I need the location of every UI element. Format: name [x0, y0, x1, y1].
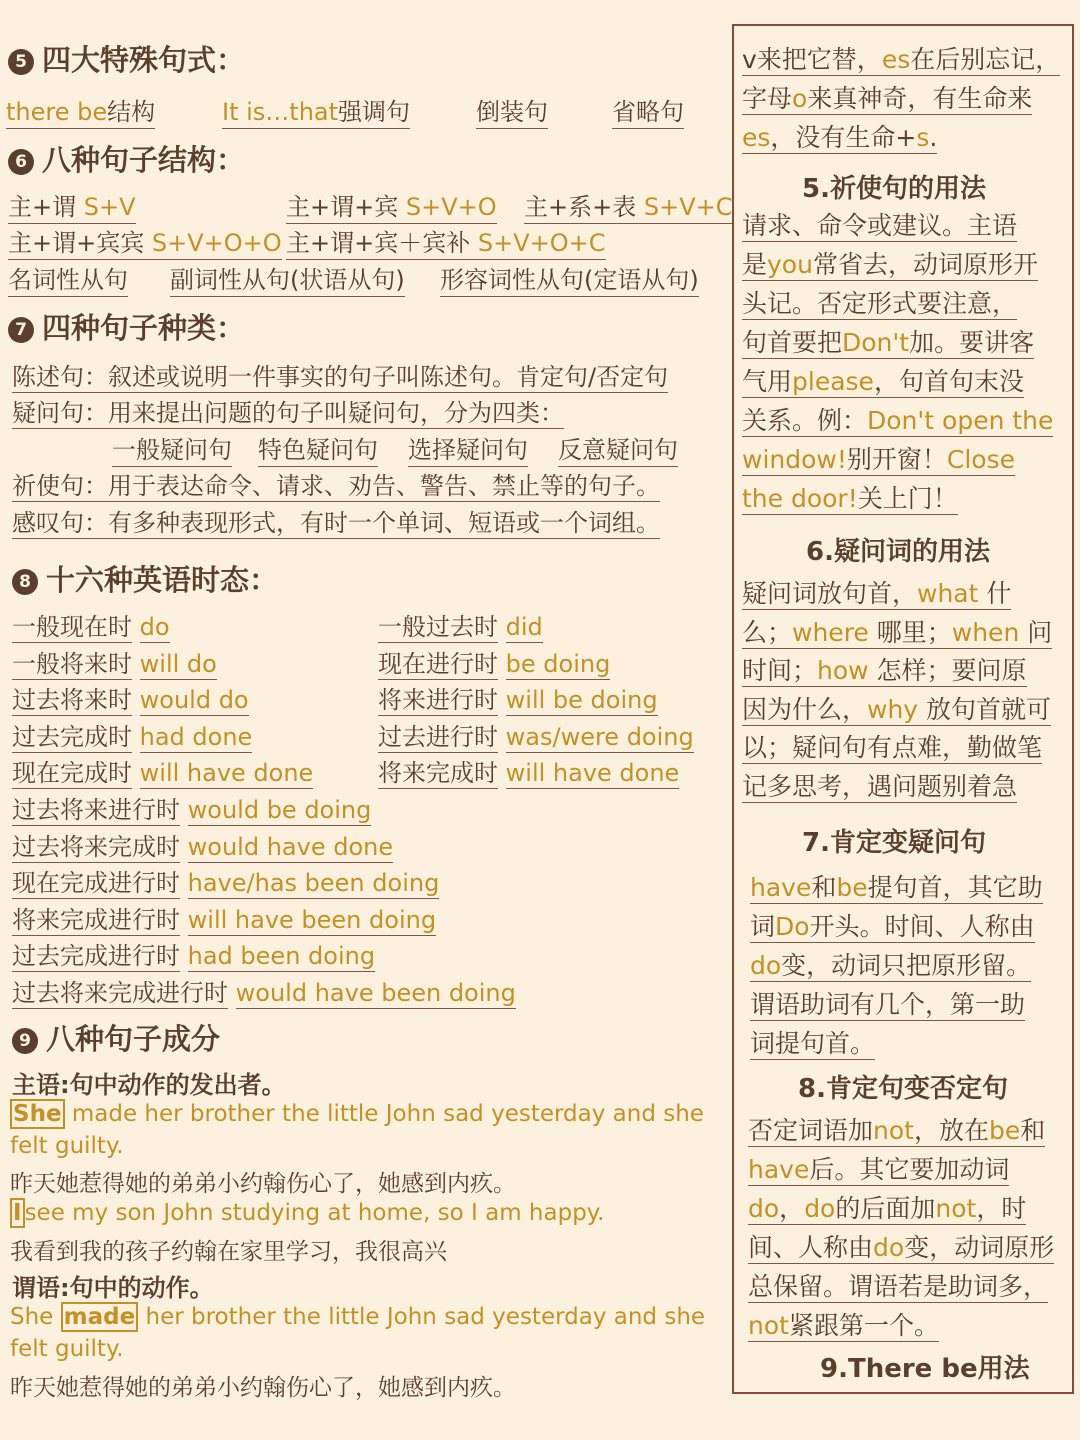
english-term: be	[836, 873, 868, 902]
example-sentence	[10, 1200, 604, 1226]
example-text: see my son John studying at home, so I am happy.	[24, 1200, 605, 1226]
type-text: 用于表达命令、请求、劝告、警告、禁止等的句子。	[108, 472, 660, 500]
section-number: 5	[8, 49, 34, 75]
structure-item	[286, 187, 497, 224]
rule-line	[748, 1189, 1026, 1225]
tense-item	[12, 607, 170, 642]
english-term: not	[748, 1311, 789, 1340]
tense-form: will have done	[139, 759, 314, 788]
spacer	[132, 650, 140, 678]
tense-item	[378, 644, 610, 679]
item-zh: 强调句	[338, 98, 411, 126]
spacer	[498, 650, 506, 678]
tense-item	[378, 717, 694, 752]
structure-item	[286, 223, 606, 260]
tense-form: was/were doing	[505, 722, 694, 751]
structure-item: 名词性从句	[8, 260, 128, 297]
spacer	[180, 796, 188, 824]
tense-item	[12, 900, 436, 935]
spacer	[228, 979, 236, 1007]
rule-text: 变，动词原形	[904, 1233, 1055, 1262]
example-translation: 昨天她惹得她的弟弟小约翰伤心了，她感到内疚。	[10, 1171, 516, 1197]
item-en: It is…that	[222, 98, 339, 126]
rule-heading-5: 5.祈使句的用法	[802, 174, 986, 204]
rule-text: ，时	[976, 1194, 1027, 1223]
rule-text: 气用	[742, 367, 793, 396]
spacer	[180, 833, 188, 861]
rule-text: 间、人称由	[748, 1233, 874, 1262]
type-label: 疑问句：	[12, 399, 108, 427]
rule-line	[742, 728, 1042, 764]
section-title: 四种句子种类：	[42, 311, 246, 345]
spacer	[180, 906, 188, 934]
tense-name: 一般将来时	[12, 649, 132, 678]
rule-text: 的后面加	[835, 1194, 936, 1223]
rule-line	[742, 79, 1032, 115]
spacer	[498, 613, 506, 641]
rule-text: 和	[1020, 1116, 1046, 1145]
english-term: do	[804, 1194, 836, 1223]
special-sentence-item: 省略句	[612, 92, 684, 129]
type-text: 有多种表现形式，有时一个单词、短语或一个词组。	[108, 509, 660, 537]
rule-text: 来真神奇，有生命来	[807, 84, 1033, 113]
type-label: 祈使句：	[12, 472, 108, 500]
english-term: why	[867, 694, 919, 724]
special-sentence-item	[6, 92, 155, 129]
english-term: have	[750, 873, 812, 902]
rule-line	[742, 40, 1060, 76]
example-text: She	[10, 1304, 61, 1330]
tense-form: will be doing	[505, 686, 658, 715]
section-9-heading	[12, 1017, 220, 1058]
rule-line	[742, 613, 1052, 649]
english-term: when	[951, 617, 1020, 647]
example-continuation: felt guilty.	[10, 1336, 124, 1362]
rule-text: 开头。时间、人称由	[809, 912, 1035, 941]
rule-line	[742, 206, 1017, 242]
rule-text: 词	[750, 912, 776, 941]
english-term: what	[917, 579, 979, 608]
tense-name: 过去将来完成进行时	[12, 979, 228, 1007]
section-7-heading	[8, 306, 245, 347]
rule-line	[742, 574, 1011, 610]
rule-text: 词提句首。	[750, 1029, 876, 1058]
english-term: do	[750, 951, 782, 980]
tense-item	[12, 863, 439, 898]
item-en: S+V+O+C	[477, 229, 606, 257]
question-type: 特色疑问句	[258, 430, 378, 467]
section-number: 6	[8, 149, 34, 175]
tense-name: 过去将来时	[12, 686, 132, 715]
rule-text: 么；	[742, 617, 793, 647]
rule-line	[742, 118, 937, 154]
example-text: made her brother the little John sad yesterday and she	[64, 1101, 704, 1127]
rule-line	[750, 907, 1035, 943]
tense-form: will have done	[505, 759, 680, 788]
rule-line	[742, 284, 1017, 320]
rule-text: 后。其它要加动词	[809, 1155, 1010, 1184]
english-term: Close	[946, 445, 1015, 474]
sentence-type-row	[12, 503, 660, 538]
section-8-heading	[12, 558, 278, 599]
rule-text: 谓语助词有几个，第一助	[750, 990, 1026, 1019]
rule-text: 以；疑问句有点难，勤做笔	[742, 733, 1043, 763]
tense-name: 一般现在时	[12, 613, 132, 641]
example-continuation: felt guilty.	[10, 1133, 124, 1159]
subject-definition: 主语:句中动作的发出者。	[12, 1071, 286, 1099]
predicate-definition: 谓语:句中的动作。	[12, 1274, 214, 1302]
rule-line	[748, 1306, 939, 1342]
type-label: 感叹句：	[12, 509, 108, 537]
tense-form: would have done	[187, 832, 394, 861]
rule-text: 记多思考，遇问题别着急	[742, 772, 1018, 801]
spacer	[498, 686, 506, 714]
section-title: 十六种英语时态：	[46, 563, 279, 597]
rule-heading-6: 6.疑问词的用法	[806, 537, 990, 567]
english-term: you	[767, 250, 813, 279]
tense-item	[378, 680, 658, 715]
tense-form: did	[505, 613, 543, 641]
item-en: S+V	[83, 193, 136, 221]
rule-text: 提句首，其它助	[867, 873, 1043, 902]
rule-text: v	[742, 45, 757, 74]
item-zh: 主+系+表	[524, 193, 644, 221]
section-number: 9	[12, 1028, 38, 1054]
rule-text: 关系。例：	[742, 406, 868, 435]
tense-item	[12, 827, 393, 862]
tense-form: will have been doing	[187, 905, 437, 934]
english-term: do	[748, 1194, 780, 1223]
item-en: there be	[6, 98, 108, 126]
spacer	[180, 869, 188, 897]
spacer	[498, 723, 506, 751]
question-type: 选择疑问句	[408, 430, 528, 467]
tense-name: 过去完成进行时	[12, 942, 180, 971]
rule-text: 总保留。谓语若是助词多，	[748, 1272, 1049, 1301]
rule-text: 在后别忘记，	[910, 45, 1061, 74]
rule-text: 和	[811, 873, 837, 902]
spacer	[180, 942, 188, 970]
english-term: how	[817, 656, 869, 686]
tense-name: 现在完成进行时	[12, 869, 180, 898]
sentence-type-row	[12, 393, 564, 428]
special-sentence-item	[222, 92, 410, 129]
english-term: the door!	[742, 484, 858, 513]
rule-heading-7: 7.肯定变疑问句	[802, 828, 986, 858]
tense-form: have/has been doing	[187, 869, 440, 898]
tense-item	[12, 973, 516, 1008]
english-term: window!	[742, 445, 847, 474]
section-title: 四大特殊句式：	[42, 43, 246, 77]
item-en: S+V+O+O	[151, 229, 282, 257]
tense-item	[12, 644, 217, 679]
question-type: 反意疑问句	[558, 430, 678, 467]
tense-form: would do	[139, 686, 249, 715]
spacer	[132, 613, 140, 641]
structure-item	[8, 187, 136, 224]
rule-text: ，放在	[913, 1116, 989, 1145]
spacer	[132, 759, 140, 787]
highlighted-word: I	[10, 1198, 25, 1228]
tense-name: 现在进行时	[378, 649, 498, 678]
rule-text: 句首要把	[742, 328, 843, 357]
tense-item	[12, 753, 313, 788]
example-text: her brother the little John sad yesterday and she	[138, 1304, 706, 1330]
section-number: 8	[12, 569, 38, 595]
structure-item	[524, 187, 733, 224]
rule-line	[742, 362, 1024, 398]
rule-text: 问	[1019, 617, 1053, 647]
english-term: Do	[775, 912, 810, 941]
tense-item	[12, 680, 249, 715]
english-term: Don't open the	[867, 406, 1054, 435]
rule-text: ，句首句末没	[873, 367, 1024, 396]
type-label: 陈述句：	[12, 363, 108, 391]
rule-text: 加。要讲客	[909, 328, 1035, 357]
rule-text: 来把它替，	[756, 45, 882, 74]
rule-text: 哪里；	[868, 617, 952, 647]
type-text: 用来提出问题的句子叫疑问句，分为四类：	[108, 399, 564, 427]
english-term: do	[873, 1233, 905, 1262]
section-title: 八种句子成分	[46, 1022, 221, 1056]
structure-item	[8, 223, 282, 260]
mnemonic-panel	[732, 24, 1074, 1394]
rule-line	[742, 323, 1034, 359]
tense-name: 一般过去时	[378, 613, 498, 641]
item-zh: 主+谓+宾宾	[8, 229, 152, 257]
tense-form: do	[139, 613, 170, 641]
rule-line	[748, 1111, 1045, 1147]
rule-text: 疑问词放句首，	[742, 579, 918, 608]
tense-name: 将来完成进行时	[12, 905, 180, 934]
question-type: 一般疑问句	[112, 430, 232, 467]
item-zh: 主+谓+宾＋宾补	[286, 229, 478, 257]
rule-line	[750, 1024, 875, 1060]
rule-line	[742, 767, 1017, 803]
sentence-type-row	[12, 357, 668, 392]
rule-text: 变，动词只把原形留。	[781, 951, 1032, 980]
rule-line	[748, 1267, 1048, 1303]
rule-text: 什	[978, 579, 1012, 608]
rule-text: 常省去，动词原形开	[812, 250, 1038, 279]
item-en: S+V+O	[405, 193, 497, 221]
tense-name: 将来进行时	[378, 686, 498, 715]
english-term: not	[873, 1116, 914, 1145]
section-number: 7	[8, 317, 34, 343]
rule-text: 头记。否定形式要注意，	[742, 289, 1018, 318]
example-sentence	[10, 1101, 704, 1127]
rule-heading-8: 8.肯定句变否定句	[798, 1074, 1008, 1104]
tense-form: will do	[139, 649, 217, 678]
item-en: S+V+C	[643, 193, 733, 221]
tense-form: had done	[139, 722, 253, 751]
tense-name: 过去将来进行时	[12, 796, 180, 824]
english-term: have	[748, 1155, 810, 1184]
rule-text: ，	[779, 1194, 805, 1223]
item-zh: 主+谓	[8, 193, 84, 221]
rule-text: 别开窗！	[846, 445, 947, 474]
tense-item	[378, 607, 543, 642]
rule-line	[748, 1150, 1009, 1186]
type-text: 叙述或说明一件事实的句子叫陈述句。肯定句/否定句	[108, 363, 669, 391]
example-translation: 昨天她惹得她的弟弟小约翰伤心了，她感到内疚。	[10, 1375, 516, 1401]
rule-line	[750, 946, 1031, 982]
english-term: please	[792, 367, 874, 396]
spacer	[132, 723, 140, 751]
rule-text: ，没有生命+	[770, 123, 917, 152]
tense-name: 过去将来完成时	[12, 832, 180, 861]
rule-line	[742, 245, 1038, 281]
tense-name: 过去完成时	[12, 722, 132, 751]
structure-item: 形容词性从句(定语从句)	[440, 260, 699, 297]
rule-text: 因为什么，	[742, 694, 868, 724]
tense-form: would be doing	[187, 796, 372, 824]
spacer	[132, 686, 140, 714]
example-translation: 我看到我的孩子约翰在家里学习，我很高兴	[10, 1239, 447, 1265]
section-6-heading	[8, 138, 245, 179]
rule-text: 紧跟第一个。	[788, 1311, 939, 1340]
tense-name: 将来完成时	[378, 759, 498, 788]
rule-line	[748, 1228, 1054, 1264]
tense-name: 现在完成时	[12, 759, 132, 788]
tense-form: had been doing	[187, 942, 376, 971]
english-term: s	[916, 123, 930, 152]
structure-item: 副词性从句(状语从句)	[170, 260, 405, 297]
rule-text: 放句首就可	[918, 694, 1052, 724]
spacer	[498, 759, 506, 787]
section-5-heading	[8, 38, 245, 79]
tense-form: be doing	[505, 649, 611, 678]
rule-text: 否定词语加	[748, 1116, 874, 1145]
item-zh: 结构	[107, 98, 156, 126]
sentence-type-row	[12, 466, 660, 501]
rule-line	[742, 440, 1015, 476]
english-term: es	[881, 45, 911, 74]
rule-line	[750, 985, 1025, 1021]
english-term: es	[742, 123, 771, 152]
rule-text: 是	[742, 250, 768, 279]
example-sentence	[10, 1304, 705, 1330]
tense-form: would have been doing	[235, 979, 516, 1007]
tense-item	[12, 717, 252, 752]
rule-line	[742, 651, 1027, 687]
english-term: o	[792, 84, 808, 113]
rule-line	[742, 401, 1053, 437]
english-term: be	[988, 1116, 1021, 1145]
tense-item	[12, 936, 375, 971]
highlighted-word: made	[61, 1302, 139, 1332]
rule-line	[750, 868, 1043, 904]
item-zh: 主+谓+宾	[286, 193, 406, 221]
section-title: 八种句子结构：	[42, 143, 246, 177]
rule-line	[742, 690, 1051, 726]
rule-text: 怎样；要问原	[868, 656, 1027, 686]
tense-item	[12, 790, 371, 825]
english-term: not	[935, 1194, 977, 1223]
english-term: where	[792, 617, 869, 647]
highlighted-word: She	[10, 1099, 65, 1129]
rule-text: 字母	[742, 84, 793, 113]
rule-text: 请求、命令或建议。主语	[742, 211, 1018, 240]
rule-line	[742, 479, 958, 515]
rule-text: .	[929, 123, 938, 152]
tense-name: 过去进行时	[378, 722, 498, 751]
english-term: Don't	[842, 328, 910, 357]
tense-item	[378, 753, 679, 788]
rule-heading-9: 9.There be用法	[820, 1354, 1030, 1384]
rule-text: 时间；	[742, 656, 818, 686]
special-sentence-item: 倒装句	[476, 92, 548, 129]
rule-text: 关上门！	[857, 484, 958, 513]
